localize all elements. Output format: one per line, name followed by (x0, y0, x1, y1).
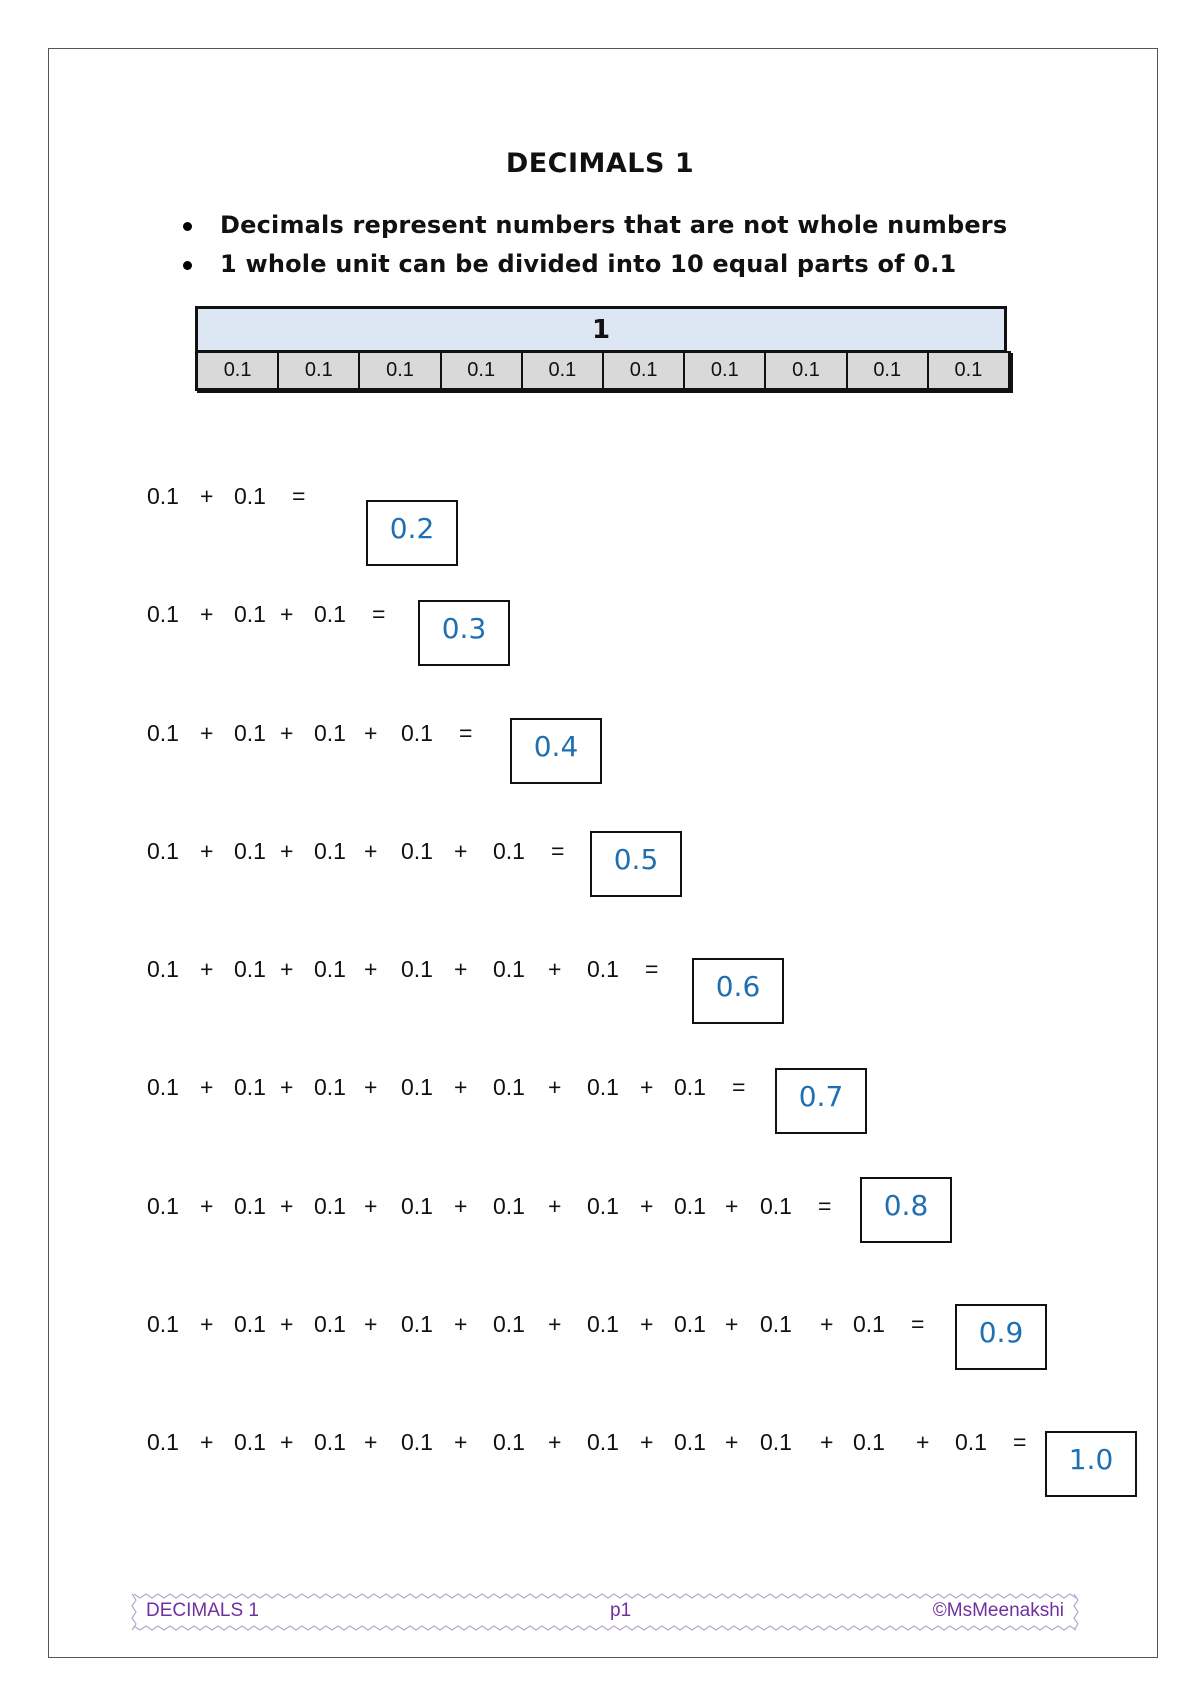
equation-term: 0.1 (401, 1311, 433, 1337)
decimal-bar-model (195, 306, 1011, 394)
equation-term: 0.1 (674, 1074, 706, 1100)
bar-part: 0.1 (766, 353, 847, 388)
plus-sign: + (725, 1429, 739, 1455)
equals-sign: = (818, 1193, 832, 1219)
equation-term: 0.1 (674, 1311, 706, 1337)
equation-term: 0.1 (314, 1429, 346, 1455)
equation-row (0, 1067, 1200, 1107)
plus-sign: + (548, 1311, 562, 1337)
plus-sign: + (548, 1193, 562, 1219)
footer-left-text: DECIMALS 1 (146, 1600, 259, 1621)
plus-sign: + (280, 1429, 294, 1455)
equation-term: 0.1 (147, 601, 179, 627)
plus-sign: + (640, 1429, 654, 1455)
equation-term: 0.1 (234, 601, 266, 627)
plus-sign: + (200, 1074, 214, 1100)
bullet-text: Decimals represent numbers that are not whole numbers (220, 211, 1008, 239)
plus-sign: + (280, 956, 294, 982)
bar-part: 0.1 (954, 359, 983, 381)
equation-term: 0.1 (401, 838, 433, 864)
answer-box: 0.8 (860, 1177, 952, 1243)
equation-term: 0.1 (853, 1429, 885, 1455)
equation-term: 0.1 (853, 1311, 885, 1337)
plus-sign: + (454, 1193, 468, 1219)
equals-sign: = (732, 1074, 746, 1100)
equation-term: 0.1 (314, 956, 346, 982)
plus-sign: + (364, 1193, 378, 1219)
equation-term: 0.1 (760, 1311, 792, 1337)
bullet-item (180, 245, 1007, 284)
equals-sign: = (551, 838, 565, 864)
plus-sign: + (200, 1193, 214, 1219)
bullet-text: 1 whole unit can be divided into 10 equal parts of 0.1 (220, 250, 957, 278)
bar-part: 0.1 (360, 353, 441, 388)
equation-term: 0.1 (147, 956, 179, 982)
answer-box: 1.0 (1045, 1431, 1137, 1497)
equation-term: 0.1 (234, 956, 266, 982)
equation-term: 0.1 (401, 1193, 433, 1219)
equals-sign: = (372, 601, 386, 627)
plus-sign: + (200, 720, 214, 746)
equation-term: 0.1 (401, 1074, 433, 1100)
equation-term: 0.1 (674, 1429, 706, 1455)
plus-sign: + (454, 1074, 468, 1100)
bar-part: 0.1 (442, 353, 523, 388)
bullet-dot-icon (183, 222, 192, 231)
plus-sign: + (200, 956, 214, 982)
plus-sign: + (454, 838, 468, 864)
plus-sign: + (916, 1429, 930, 1455)
plus-sign: + (454, 956, 468, 982)
plus-sign: + (548, 1429, 562, 1455)
plus-sign: + (364, 956, 378, 982)
equation-term: 0.1 (493, 1193, 525, 1219)
bar-part: 0.1 (198, 353, 279, 388)
bar-part: 0.1 (685, 353, 766, 388)
plus-sign: + (725, 1193, 739, 1219)
page-footer (130, 1592, 1080, 1632)
equals-sign: = (1013, 1429, 1027, 1455)
equals-sign: = (911, 1311, 925, 1337)
plus-sign: + (820, 1311, 834, 1337)
equation-term: 0.1 (493, 1074, 525, 1100)
answer-box: 0.7 (775, 1068, 867, 1134)
plus-sign: + (200, 483, 214, 509)
answer-box: 0.4 (510, 718, 602, 784)
footer-page-number: p1 (610, 1600, 632, 1621)
equation-term: 0.1 (587, 1429, 619, 1455)
equation-term: 0.1 (314, 1074, 346, 1100)
equation-term: 0.1 (493, 838, 525, 864)
answer-box: 0.3 (418, 600, 510, 666)
plus-sign: + (364, 1074, 378, 1100)
answer-box: 0.5 (590, 831, 682, 897)
plus-sign: + (548, 1074, 562, 1100)
equation-term: 0.1 (234, 1311, 266, 1337)
plus-sign: + (280, 720, 294, 746)
equation-term: 0.1 (587, 1193, 619, 1219)
equation-term: 0.1 (234, 1074, 266, 1100)
bar-part: 0.1 (848, 353, 929, 388)
plus-sign: + (200, 601, 214, 627)
plus-sign: + (454, 1311, 468, 1337)
bullet-item (180, 206, 1007, 245)
equation-term: 0.1 (147, 838, 179, 864)
plus-sign: + (640, 1311, 654, 1337)
equation-term: 0.1 (234, 483, 266, 509)
plus-sign: + (820, 1429, 834, 1455)
answer-box: 0.6 (692, 958, 784, 1024)
footer-copyright: ©MsMeenakshi (932, 1600, 1064, 1621)
equation-term: 0.1 (955, 1429, 987, 1455)
equation-term: 0.1 (234, 838, 266, 864)
equation-row (0, 476, 1200, 516)
equation-row (0, 949, 1200, 989)
plus-sign: + (640, 1193, 654, 1219)
equals-sign: = (292, 483, 306, 509)
equation-term: 0.1 (234, 1193, 266, 1219)
equation-term: 0.1 (147, 1193, 179, 1219)
equation-term: 0.1 (314, 601, 346, 627)
equation-term: 0.1 (674, 1193, 706, 1219)
equals-sign: = (459, 720, 473, 746)
equation-term: 0.1 (760, 1429, 792, 1455)
bullet-list (180, 206, 1007, 284)
equation-term: 0.1 (234, 1429, 266, 1455)
plus-sign: + (280, 1193, 294, 1219)
plus-sign: + (548, 956, 562, 982)
plus-sign: + (200, 1429, 214, 1455)
equation-term: 0.1 (587, 1311, 619, 1337)
equation-term: 0.1 (401, 1429, 433, 1455)
plus-sign: + (640, 1074, 654, 1100)
bullet-dot-icon (183, 261, 192, 270)
equation-term: 0.1 (493, 956, 525, 982)
equation-term: 0.1 (147, 483, 179, 509)
equation-term: 0.1 (147, 720, 179, 746)
equation-term: 0.1 (587, 1074, 619, 1100)
bar-part: 0.1 (279, 353, 360, 388)
plus-sign: + (200, 838, 214, 864)
equation-term: 0.1 (401, 720, 433, 746)
plus-sign: + (280, 601, 294, 627)
bar-parts-row (195, 351, 1011, 391)
equation-row (0, 1422, 1200, 1462)
plus-sign: + (364, 720, 378, 746)
equation-term: 0.1 (760, 1193, 792, 1219)
plus-sign: + (364, 1429, 378, 1455)
equation-row (0, 594, 1200, 634)
equals-sign: = (645, 956, 659, 982)
bar-part: 0.1 (523, 353, 604, 388)
plus-sign: + (280, 838, 294, 864)
equation-term: 0.1 (314, 1311, 346, 1337)
page-title: DECIMALS 1 (505, 148, 695, 179)
plus-sign: + (280, 1074, 294, 1100)
equation-term: 0.1 (314, 720, 346, 746)
bar-whole-unit: 1 (195, 306, 1007, 352)
plus-sign: + (364, 1311, 378, 1337)
answer-box: 0.2 (366, 500, 458, 566)
equation-term: 0.1 (493, 1429, 525, 1455)
equation-term: 0.1 (314, 838, 346, 864)
equation-term: 0.1 (493, 1311, 525, 1337)
plus-sign: + (454, 1429, 468, 1455)
equation-term: 0.1 (587, 956, 619, 982)
equation-term: 0.1 (147, 1311, 179, 1337)
plus-sign: + (200, 1311, 214, 1337)
equation-term: 0.1 (401, 956, 433, 982)
equation-row (0, 1186, 1200, 1226)
plus-sign: + (280, 1311, 294, 1337)
answer-box: 0.9 (955, 1304, 1047, 1370)
equation-term: 0.1 (147, 1429, 179, 1455)
equation-term: 0.1 (234, 720, 266, 746)
plus-sign: + (364, 838, 378, 864)
plus-sign: + (725, 1311, 739, 1337)
equation-term: 0.1 (147, 1074, 179, 1100)
equation-term: 0.1 (314, 1193, 346, 1219)
bar-part: 0.1 (604, 353, 685, 388)
